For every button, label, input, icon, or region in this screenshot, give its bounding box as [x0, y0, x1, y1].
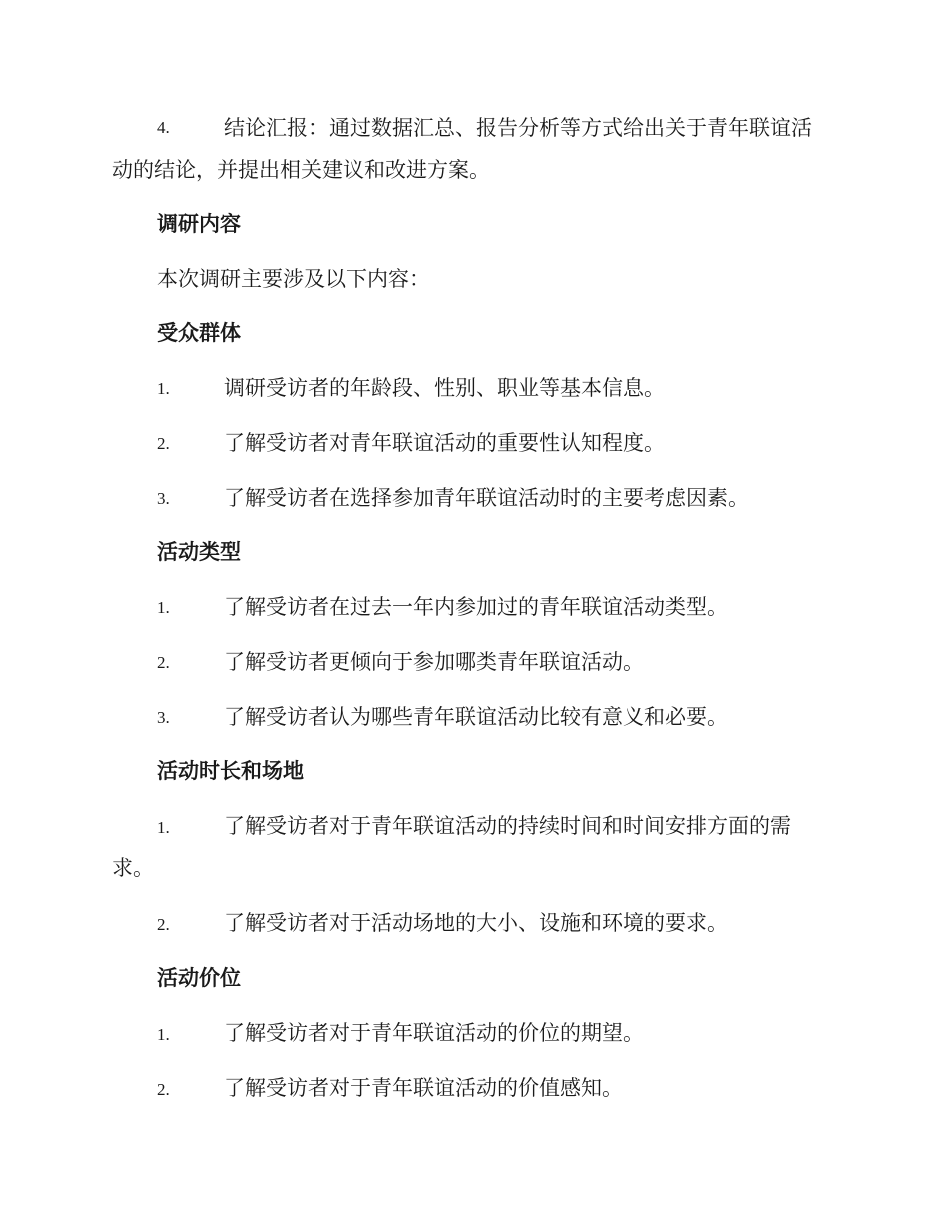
list-item-text: 了解受访者对于青年联谊活动的价值感知。: [224, 1076, 623, 1100]
list-number: 1.: [157, 379, 170, 398]
list-item-text: 调研受访者的年龄段、性别、职业等基本信息。: [224, 376, 665, 400]
subsection-heading: 活动时长和场地: [157, 759, 304, 783]
list-number: 4.: [157, 118, 170, 137]
subsection-heading: 活动价位: [157, 966, 241, 990]
list-number: 1.: [157, 1025, 170, 1044]
section-heading: 调研内容: [157, 212, 241, 236]
list-number: 2.: [157, 915, 170, 934]
list-number: 3.: [157, 708, 170, 727]
section-intro: 本次调研主要涉及以下内容：: [157, 267, 430, 291]
list-number: 2.: [157, 1080, 170, 1099]
list-item-text: 了解受访者更倾向于参加哪类青年联谊活动。: [224, 650, 644, 674]
list-item-text: 了解受访者对于活动场地的大小、设施和环境的要求。: [224, 911, 728, 935]
list-item-text: 了解受访者对于青年联谊活动的价位的期望。: [224, 1021, 644, 1045]
list-number: 1.: [157, 818, 170, 837]
list-item-text: 结论汇报：通过数据汇总、报告分析等方式给出关于青年联谊活: [224, 116, 812, 140]
list-item-text-continuation: 求。: [112, 856, 154, 880]
subsection-heading: 活动类型: [157, 540, 241, 564]
list-item-text: 了解受访者对青年联谊活动的重要性认知程度。: [224, 431, 665, 455]
list-item-text: 了解受访者在选择参加青年联谊活动时的主要考虑因素。: [224, 486, 749, 510]
list-item-text: 了解受访者对于青年联谊活动的持续时间和时间安排方面的需: [224, 814, 791, 838]
list-number: 2.: [157, 434, 170, 453]
subsection-heading: 受众群体: [157, 321, 241, 345]
list-number: 2.: [157, 653, 170, 672]
list-number: 1.: [157, 598, 170, 617]
list-item-text: 了解受访者在过去一年内参加过的青年联谊活动类型。: [224, 595, 728, 619]
list-number: 3.: [157, 489, 170, 508]
list-item-text: 了解受访者认为哪些青年联谊活动比较有意义和必要。: [224, 705, 728, 729]
list-item-text-continuation: 动的结论，并提出相关建议和改进方案。: [112, 158, 490, 182]
